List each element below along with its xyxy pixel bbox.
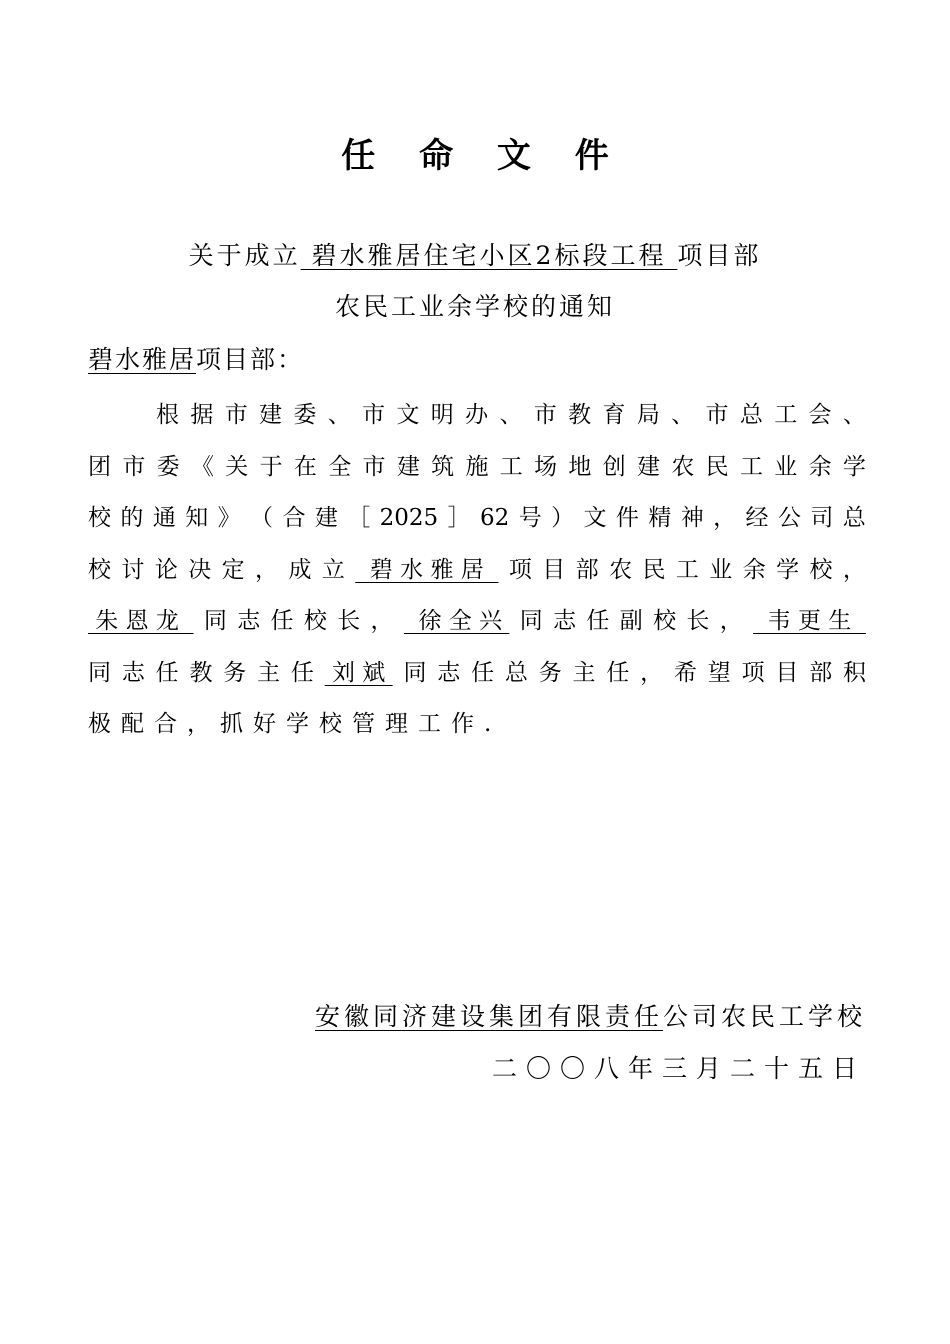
body-char: ， [370,608,394,634]
body-char: 工 [418,711,441,737]
body-char: 作 [451,711,474,737]
document-title: 任 命 文 件 [341,136,625,176]
body-char: 建 [396,453,420,480]
body-char: 精 [648,505,672,531]
body-char: 极 [88,711,111,737]
body-char: ， [187,711,210,737]
body-char: 校 [653,608,677,634]
body-char: ］ [447,505,471,531]
body-char: 刘 斌 [324,659,393,686]
body-char: ， [842,556,866,583]
body-char: 在 [293,453,317,480]
body-char: 办 [465,402,489,428]
notice-heading-line-1 [0,236,950,272]
body-char: 碧 水 雅 居 [355,556,499,583]
body-char: 同 [403,659,427,686]
body-char: 市 [533,402,557,428]
body-char: 校 [303,608,327,634]
body-char: 于 [259,453,283,480]
body-char: 同 [519,608,543,634]
body-char: 同 [203,608,227,634]
project-name: 碧水雅居住宅小区2标段工程 [300,241,678,270]
body-char: 农 [609,556,633,583]
body-char: 韦 更 生 [753,608,866,634]
notice-heading-line-2: 农民工业余学校的通知 [334,292,615,321]
body-char: 总 [739,402,763,428]
body-char: 育 [602,402,626,428]
body-char: 抓 [220,711,243,737]
body-char: 施 [465,453,489,480]
body-char: 的 [120,505,144,531]
body-char: 公 [777,505,801,531]
body-char: 件 [615,505,639,531]
body-char: 校 [319,711,342,737]
body-char: 、 [499,402,523,428]
body-char: 全 [328,453,352,480]
body-char: 市 [362,453,386,480]
body-char: 志 [437,659,461,686]
body-char: 徐 全 兴 [403,608,510,634]
body-char: 根 [156,402,179,428]
body-line [88,596,866,648]
body-char: 明 [430,402,454,428]
body-char: 、 [842,402,866,428]
body-char: 创 [602,453,626,480]
body-char: ， [713,505,737,531]
body-char: 文 [583,505,607,531]
body-char: 民 [642,556,666,583]
body-char: 、 [671,402,695,428]
body-char: 2025 [379,505,439,531]
body-char: 目 [775,659,799,686]
body-char: 工 [675,556,699,583]
body-line [88,545,866,597]
body-char: 教 [189,659,213,686]
body-char: 学 [842,453,866,480]
body-char: 业 [774,453,798,480]
body-char: ［ [347,505,371,531]
body-char: 主 [257,659,281,686]
body-char: 民 [705,453,729,480]
body-char: 余 [742,556,766,583]
body-char: 会 [808,402,832,428]
body-line [88,699,866,751]
heading-suffix: 项目部 [677,241,762,270]
body-char: 任 [155,659,179,686]
body-char: 校 [88,505,111,531]
body-char: 目 [542,556,566,583]
body-char: 场 [534,453,558,480]
body-char: 长 [337,608,361,634]
body-char: ， [719,608,743,634]
body-char: 62 [480,505,510,531]
body-char: 市 [122,453,146,480]
body-char: 部 [575,556,599,583]
body-char: 文 [396,402,420,428]
body-char: 立 [321,556,345,583]
body-char: 成 [288,556,312,583]
body-char: 工 [774,402,798,428]
body-char: 业 [709,556,733,583]
body-char: 市 [362,402,386,428]
body-char: 委 [293,402,317,428]
body-char: 市 [705,402,729,428]
body-char: 筑 [431,453,455,480]
body-char: 同 [88,659,111,686]
body-char: 学 [776,556,800,583]
body-char: 长 [686,608,710,634]
body-char: 志 [237,608,261,634]
body-char: 委 [156,453,180,480]
body-char: 总 [504,659,528,686]
body-char: 讨 [121,556,145,583]
body-char: 通 [152,505,176,531]
body-char: 副 [619,608,643,634]
body-char: 校 [88,556,111,583]
body-char: 部 [809,659,833,686]
body-char: 农 [671,453,695,480]
body-char: 希 [673,659,697,686]
body-char: ， [255,556,279,583]
body-char: 校 [809,556,833,583]
issue-date: 二〇〇八年三月二十五日 [491,1054,866,1083]
body-char: 论 [154,556,178,583]
body-char: 务 [538,659,562,686]
body-char: 据 [190,402,214,428]
body-char: 合 [282,505,306,531]
issuer-company: 安徽同济建设集团有限责任 [314,1002,663,1031]
body-char: 神 [680,505,704,531]
salutation-name: 碧水雅居 [88,345,197,374]
body-char: 、 [327,402,351,428]
body-char: 工 [739,453,763,480]
body-char: 任 [290,659,314,686]
body-char: 定 [221,556,245,583]
body-char: 合 [154,711,177,737]
body-char: 任 [606,659,630,686]
body-char: 任 [471,659,495,686]
body-char: 地 [568,453,592,480]
body-char: 积 [843,659,866,686]
body-char: 务 [223,659,247,686]
body-char: 建 [259,402,283,428]
body-char: 总 [842,505,866,531]
body-char: 朱 恩 龙 [88,608,194,634]
body-line [88,493,866,545]
body-char: 余 [808,453,832,480]
body-char: 学 [286,711,309,737]
body-char: . [484,711,492,737]
body-char: （ [250,505,274,531]
body-char: ， [640,659,664,686]
body-char: 局 [636,402,660,428]
body-char: 望 [707,659,731,686]
body-char: 《 [190,453,214,480]
body-char: 号 [518,505,542,531]
body-char: 建 [637,453,660,480]
body-line [88,648,866,700]
issuer [315,997,866,1033]
body-char: ） [551,505,575,531]
body-char: 志 [121,659,145,686]
body-char: 市 [224,402,248,428]
body-char: 团 [88,453,111,480]
body-char: 理 [385,711,408,737]
body-char: 司 [810,505,834,531]
body-char: 经 [745,505,769,531]
body-char: 知 [185,505,209,531]
body-char: 项 [741,659,765,686]
body-line [88,442,866,494]
body-char: 配 [121,711,144,737]
body-char: 建 [314,505,338,531]
salutation [88,340,304,376]
body-char: 志 [553,608,577,634]
salutation-suffix: 项目部： [196,345,305,374]
body-char: 任 [586,608,610,634]
body-char: 任 [270,608,294,634]
body-char: 管 [352,711,375,737]
body-char: 工 [499,453,523,480]
body-char: 关 [225,453,249,480]
issuer-school: 公司农民工学校 [662,1002,866,1031]
body-line [88,390,866,442]
body-char: 教 [568,402,592,428]
notice-body [88,390,866,751]
body-char: 好 [253,711,276,737]
body-char: 》 [217,505,241,531]
body-char: 主 [572,659,596,686]
heading-prefix: 关于成立 [188,241,301,270]
body-char: 决 [188,556,212,583]
body-char: 项 [508,556,532,583]
